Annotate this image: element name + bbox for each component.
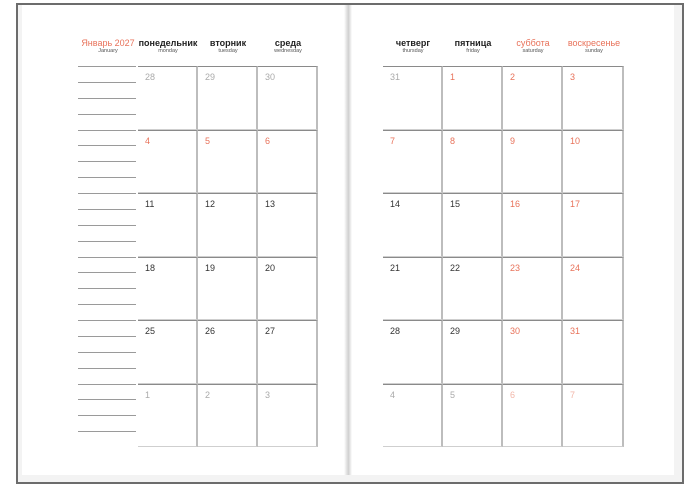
- day-cell[interactable]: [258, 257, 318, 321]
- day-number: 2: [205, 389, 211, 400]
- note-line: [78, 384, 136, 385]
- day-cell[interactable]: [198, 320, 258, 384]
- day-header-ru: воскресенье: [567, 38, 621, 48]
- day-header-tuesday: [198, 38, 258, 55]
- day-header-monday: [138, 38, 198, 55]
- month-header: [78, 38, 138, 55]
- day-number: 24: [570, 262, 581, 273]
- day-number: 2: [510, 72, 516, 82]
- day-cell[interactable]: [563, 193, 624, 257]
- day-cell[interactable]: [503, 193, 563, 257]
- note-line: [78, 431, 136, 432]
- day-number: 4: [390, 389, 396, 400]
- day-cell[interactable]: [563, 320, 624, 384]
- day-header-wednesday: [258, 38, 318, 55]
- day-cell[interactable]: [443, 384, 503, 448]
- note-line: [78, 320, 136, 321]
- day-number: 8: [450, 135, 456, 146]
- day-header-saturday: [503, 38, 563, 55]
- note-line: [78, 399, 136, 400]
- day-number: 28: [390, 326, 401, 336]
- day-cell[interactable]: [443, 257, 503, 321]
- day-cell[interactable]: [258, 66, 318, 130]
- day-cell[interactable]: [563, 130, 624, 194]
- day-number: 7: [390, 135, 396, 146]
- day-header-en: tuesday: [218, 48, 238, 54]
- note-line: [78, 241, 136, 242]
- day-cell[interactable]: [198, 193, 258, 257]
- day-cell[interactable]: [503, 384, 563, 448]
- note-line: [78, 193, 136, 194]
- day-header-en: monday: [158, 48, 178, 54]
- day-number: 13: [265, 199, 276, 209]
- day-header-thursday: [383, 38, 443, 55]
- day-number: 7: [570, 389, 576, 400]
- day-cell[interactable]: [503, 66, 563, 130]
- day-number: 12: [205, 199, 216, 209]
- day-header-ru: понедельник: [138, 38, 198, 48]
- day-number: 10: [570, 135, 581, 146]
- day-number: 23: [510, 262, 521, 273]
- note-line: [78, 225, 136, 226]
- note-line: [78, 145, 136, 146]
- day-number: 17: [570, 199, 581, 209]
- day-cell[interactable]: [258, 130, 318, 194]
- day-number: 29: [450, 326, 461, 336]
- day-cell[interactable]: [383, 384, 443, 448]
- month-title-en: January: [98, 48, 118, 54]
- day-header-en: sunday: [585, 48, 603, 54]
- day-cell[interactable]: [563, 66, 624, 130]
- day-number: 21: [390, 262, 401, 273]
- note-line: [78, 209, 136, 210]
- day-cell[interactable]: [383, 130, 443, 194]
- note-line: [78, 66, 136, 67]
- day-cell[interactable]: [503, 257, 563, 321]
- day-number: 28: [145, 72, 156, 82]
- day-number: 19: [205, 262, 216, 273]
- day-cell[interactable]: [443, 193, 503, 257]
- day-header-en: wednesday: [274, 48, 302, 54]
- day-number: 22: [450, 262, 461, 273]
- note-line: [78, 415, 136, 416]
- day-number: 30: [510, 326, 521, 336]
- day-cell[interactable]: [138, 384, 198, 448]
- day-cell[interactable]: [138, 193, 198, 257]
- day-header-en: saturday: [522, 48, 544, 54]
- day-number: 1: [450, 72, 456, 82]
- day-cell[interactable]: [198, 130, 258, 194]
- day-cell[interactable]: [138, 257, 198, 321]
- day-number: 1: [145, 389, 151, 400]
- day-cell[interactable]: [563, 257, 624, 321]
- day-cell[interactable]: [258, 320, 318, 384]
- day-header-ru: среда: [274, 38, 302, 48]
- day-number: 11: [145, 199, 155, 209]
- note-line: [78, 336, 136, 337]
- day-header-sunday: [563, 38, 625, 55]
- day-header-ru: пятница: [454, 38, 492, 48]
- day-number: 3: [570, 72, 576, 82]
- note-line: [78, 177, 136, 178]
- month-title: Январь 2027: [81, 38, 135, 48]
- day-header-friday: [443, 38, 503, 55]
- day-cell[interactable]: [563, 384, 624, 448]
- day-cell[interactable]: [258, 193, 318, 257]
- day-number: 4: [145, 135, 151, 146]
- day-number: 25: [145, 326, 156, 336]
- note-line: [78, 304, 136, 305]
- day-number: 29: [205, 72, 216, 82]
- note-line: [78, 257, 136, 258]
- day-number: 9: [510, 135, 516, 146]
- day-number: 30: [265, 72, 276, 82]
- day-number: 3: [265, 389, 271, 400]
- day-cell[interactable]: [443, 66, 503, 130]
- day-cell[interactable]: [138, 320, 198, 384]
- day-number: 31: [390, 72, 401, 82]
- day-cell[interactable]: [383, 66, 443, 130]
- day-number: 18: [145, 262, 156, 273]
- note-line: [78, 272, 136, 273]
- day-number: 5: [450, 389, 456, 400]
- day-header-ru: четверг: [395, 38, 431, 48]
- day-header-ru: суббота: [516, 38, 550, 48]
- day-cell[interactable]: [383, 193, 443, 257]
- day-number: 26: [205, 326, 216, 336]
- day-number: 27: [265, 326, 276, 336]
- day-number: 6: [265, 135, 271, 146]
- note-line: [78, 130, 136, 131]
- day-cell[interactable]: [138, 130, 198, 194]
- day-cell[interactable]: [503, 320, 563, 384]
- day-number: 31: [570, 326, 581, 336]
- day-number: 5: [205, 135, 211, 146]
- day-cell[interactable]: [503, 130, 563, 194]
- day-cell[interactable]: [138, 66, 198, 130]
- day-number: 16: [510, 199, 521, 209]
- day-cell[interactable]: [198, 257, 258, 321]
- note-line: [78, 352, 136, 353]
- book-spine: [344, 5, 352, 475]
- note-line: [78, 114, 136, 115]
- day-cell[interactable]: [443, 130, 503, 194]
- day-number: 14: [390, 199, 401, 209]
- note-line: [78, 98, 136, 99]
- day-cell[interactable]: [198, 384, 258, 448]
- day-header-en: friday: [466, 48, 480, 54]
- day-number: 20: [265, 262, 276, 273]
- day-cell[interactable]: [383, 257, 443, 321]
- day-header-ru: вторник: [209, 38, 247, 48]
- note-line: [78, 288, 136, 289]
- day-number: 15: [450, 199, 461, 209]
- day-cell[interactable]: [258, 384, 318, 448]
- note-line: [78, 368, 136, 369]
- day-cell[interactable]: [383, 320, 443, 384]
- day-number: 6: [510, 389, 516, 400]
- day-cell[interactable]: [443, 320, 503, 384]
- note-line: [78, 161, 136, 162]
- day-cell[interactable]: [198, 66, 258, 130]
- note-line: [78, 82, 136, 83]
- day-header-en: thursday: [402, 48, 424, 54]
